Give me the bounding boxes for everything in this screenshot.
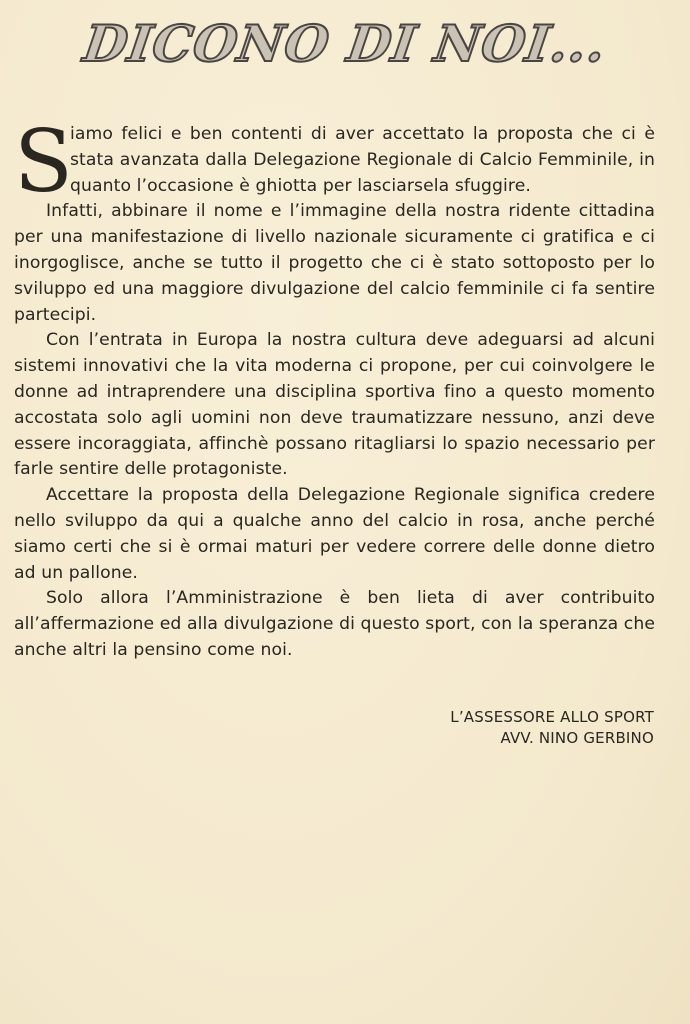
paragraph-1 bbox=[14, 112, 655, 212]
paragraph-2: Infatti, abbinare il nome e l’immagine della nostra ridente cittadina per una manifestazione di livello nazionale sicuramente ci gratifica e ci inorgoglisce, anche se tutto il progetto che ci è stato sottoposto per lo sviluppo ed una maggiore divulgazione del calcio femminile ci fa sentire partecipi. bbox=[14, 201, 655, 325]
signature-name: AVV. NINO GERBINO bbox=[500, 729, 654, 747]
paragraph-4: Accettare la proposta della Delegazione Regionale significa credere nello sviluppo da qui a qualche anno del calcio in rosa, anche perché siamo certi che si è ormai maturi per vedere correre delle donne dietro ad un pallone. bbox=[14, 485, 655, 583]
paragraph-3: Con l’entrata in Europa la nostra cultura deve adeguarsi ad alcuni sistemi innovativi che la vita moderna ci propone, per cui coinvolgere le donne ad intraprendere una disciplina sportiva fino a questo momento accostata solo agli uomini non deve traumatizzare nessuno, anzi deve essere incoraggiata, affinchè possano ritagliarsi lo spazio necessario per farle sentire delle protagoniste. bbox=[14, 330, 655, 480]
article-body bbox=[14, 112, 655, 664]
page-title: DICONO DI NOI... bbox=[80, 14, 611, 73]
paragraph-5: Solo allora l’Amministrazione è ben lieta di aver contribuito all’affermazione ed alla divulgazione di questo sport, con la speranza che anche altri la pensino come noi. bbox=[14, 588, 655, 660]
signature-block bbox=[450, 707, 654, 749]
drop-cap: S bbox=[14, 112, 74, 212]
paragraph-1-text: iamo felici e ben contenti di aver accettato la proposta che ci è stata avanzata dalla Delegazione Regionale di Calcio Femminile, in quanto l’occasione è ghiotta per lasciarsela sfuggire. bbox=[70, 124, 655, 196]
signature-role: L’ASSESSORE ALLO SPORT bbox=[450, 708, 654, 726]
